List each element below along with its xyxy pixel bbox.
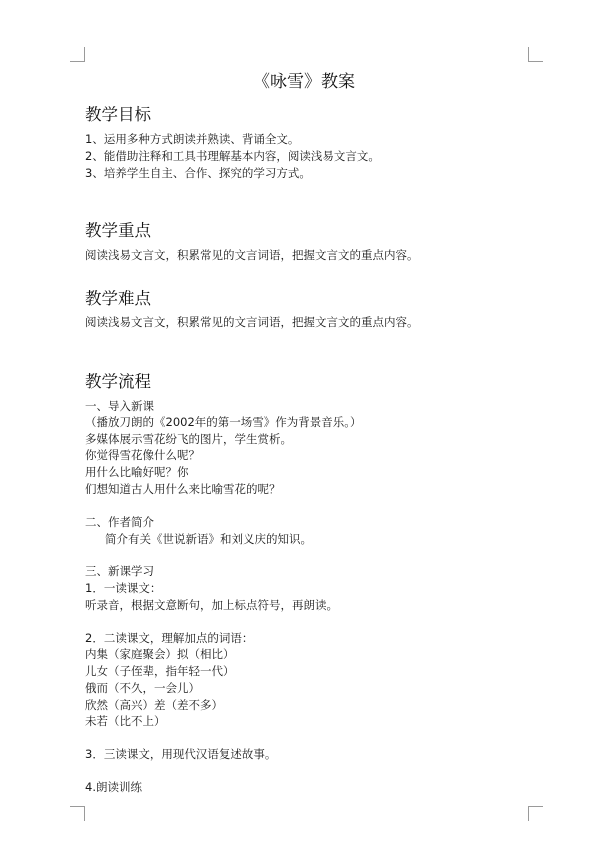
process-line: 俄而（不久，一会儿） (85, 681, 200, 695)
crop-mark-top-left (70, 47, 85, 62)
crop-mark-bottom-left (70, 806, 85, 821)
process-line: 听录音，根据文意断句，加上标点符号，再朗读。 (85, 598, 338, 612)
process-line: 2．二读课文，理解加点的词语： (85, 631, 254, 645)
process-line: 未若（比不上） (85, 714, 166, 728)
process-line: 儿女（子侄辈，指年轻一代） (85, 664, 235, 678)
document-title: 《咏雪》教案 (253, 72, 355, 92)
process-line: 简介有关《世说新语》和刘义庆的知识。 (105, 532, 312, 546)
process-line: 一、导入新课 (85, 399, 154, 413)
section-heading-process: 教学流程 (85, 372, 151, 391)
process-line: 用什么比喻好呢？你 (85, 465, 189, 479)
process-line: 们想知道古人用什么来比喻雪花的呢？ (85, 482, 281, 496)
process-line: （播放刀朗的《2002年的第一场雪》作为背景音乐。） (85, 415, 362, 429)
crop-mark-top-right (528, 47, 543, 62)
process-line: 内集（家庭聚会）拟（相比） (85, 647, 235, 661)
process-line: 你觉得雪花像什么呢？ (85, 448, 200, 462)
process-line: 三、新课学习 (85, 564, 154, 578)
objective-line: 3、培养学生自主、合作、探究的学习方式。 (85, 166, 311, 180)
process-line: 4.朗读训练 (85, 780, 142, 794)
process-line: 欣然（高兴）差（差不多） (85, 698, 223, 712)
difficulty-line: 阅读浅易文言文，积累常见的文言词语，把握文言文的重点内容。 (85, 315, 419, 329)
section-heading-difficulties: 教学难点 (85, 289, 151, 308)
objective-line: 2、能借助注释和工具书理解基本内容，阅读浅易文言文。 (85, 149, 380, 163)
process-line: 二、作者简介 (85, 515, 154, 529)
key-point-line: 阅读浅易文言文，积累常见的文言词语，把握文言文的重点内容。 (85, 248, 419, 262)
objective-line: 1、运用多种方式朗读并熟读、背诵全文。 (85, 132, 300, 146)
section-heading-objectives: 教学目标 (85, 105, 151, 124)
process-line: 1．一读课文： (85, 581, 162, 595)
process-line: 3．三读课文，用现代汉语复述故事。 (85, 747, 277, 761)
process-line: 多媒体展示雪花纷飞的图片，学生赏析。 (85, 432, 292, 446)
crop-mark-bottom-right (528, 806, 543, 821)
section-heading-key-points: 教学重点 (85, 221, 151, 240)
